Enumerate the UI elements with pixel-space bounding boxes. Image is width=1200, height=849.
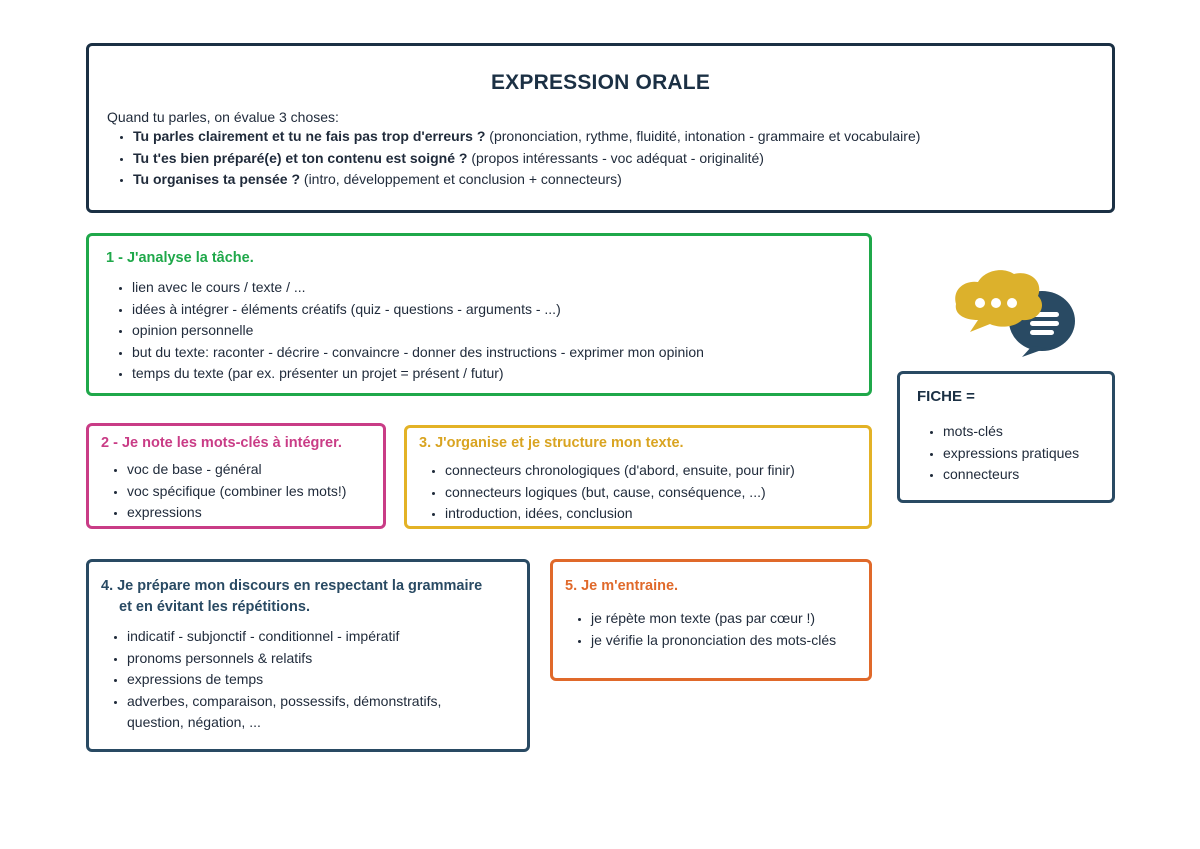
fiche-list [917,421,1096,486]
list-item: • voc de base - général [127,459,371,481]
step5-card [550,559,872,681]
speech-bubbles-icon [948,268,1078,360]
criteria-list [107,126,1094,191]
criterion-details: (propos intéressants - voc adéquat - originalité) [467,149,764,166]
step5-title: 5. Je m'entraine. [565,578,679,594]
list-item: • temps du texte (par ex. présenter un projet = présent / futur) [132,363,851,385]
list-item: • je répète mon texte (pas par cœur !) [591,608,857,630]
list-item: • expressions pratiques [943,443,1096,465]
step2-list [101,459,371,524]
step4-card [86,559,530,752]
list-item: • but du texte: raconter - décrire - convaincre - donner des instructions - exprimer mon opinion [132,342,851,364]
header-intro: Quand tu parles, on évalue 3 choses: [107,109,339,125]
step5-list [565,608,857,651]
list-item: • mots-clés [943,421,1096,443]
list-item: • voc spécifique (combiner les mots!) [127,481,371,503]
page-title: EXPRESSION ORALE [490,71,711,94]
criterion-details: (prononciation, rythme, fluidité, intonation - grammaire et vocabulaire) [485,128,921,144]
list-item: • expressions de temps [127,669,515,691]
list-item: • opinion personnelle [132,320,851,342]
list-item: • connecteurs logiques (but, cause, conséquence, ...) [445,482,857,504]
step3-title: 3. J'organise et je structure mon texte. [419,435,684,451]
criterion-question: Tu parles clairement et tu ne fais pas trop d'erreurs ? [133,128,486,144]
fiche-card [897,371,1115,503]
step1-title: 1 - J'analyse la tâche. [106,250,254,266]
step3-list [419,460,857,525]
step4-title [101,576,515,618]
step3-card [404,425,872,529]
step1-card [86,233,872,396]
step4-list [101,626,515,734]
list-item: • connecteurs [943,464,1096,486]
fiche-title: FICHE = [917,388,975,405]
list-item: • pronoms personnels & relatifs [127,648,515,670]
step4-title-line2: et en évitant les répétitions. [119,599,310,615]
list-item: • je vérifie la prononciation des mots-clés [591,630,857,652]
list-item: • indicatif - subjonctif - conditionnel - impératif [127,626,515,648]
step2-card [86,423,386,529]
list-item: • connecteurs chronologiques (d'abord, ensuite, pour finir) [445,460,857,482]
criterion-details: (intro, développement et conclusion + connecteurs) [300,171,622,187]
list-item: • lien avec le cours / texte / ... [132,277,851,299]
step2-title: 2 - Je note les mots-clés à intégrer. [101,435,342,451]
criterion-item [133,169,1094,191]
list-item: • adverbes, comparaison, possessifs, démonstratifs, question, négation, ... [127,691,487,734]
header-box [86,43,1115,213]
list-item: • expressions [127,502,371,524]
list-item: • introduction, idées, conclusion [445,503,857,525]
criterion-item [133,148,1094,170]
criterion-item [133,126,1094,148]
step1-list [106,277,851,385]
criterion-question: Tu t'es bien préparé(e) et ton contenu est soigné ? [133,149,468,166]
list-item: • idées à intégrer - éléments créatifs (quiz - questions - arguments - ...) [132,299,851,321]
step4-title-line1: 4. Je prépare mon discours en respectant la grammaire [101,578,483,594]
criterion-question: Tu organises ta pensée ? [133,171,301,187]
